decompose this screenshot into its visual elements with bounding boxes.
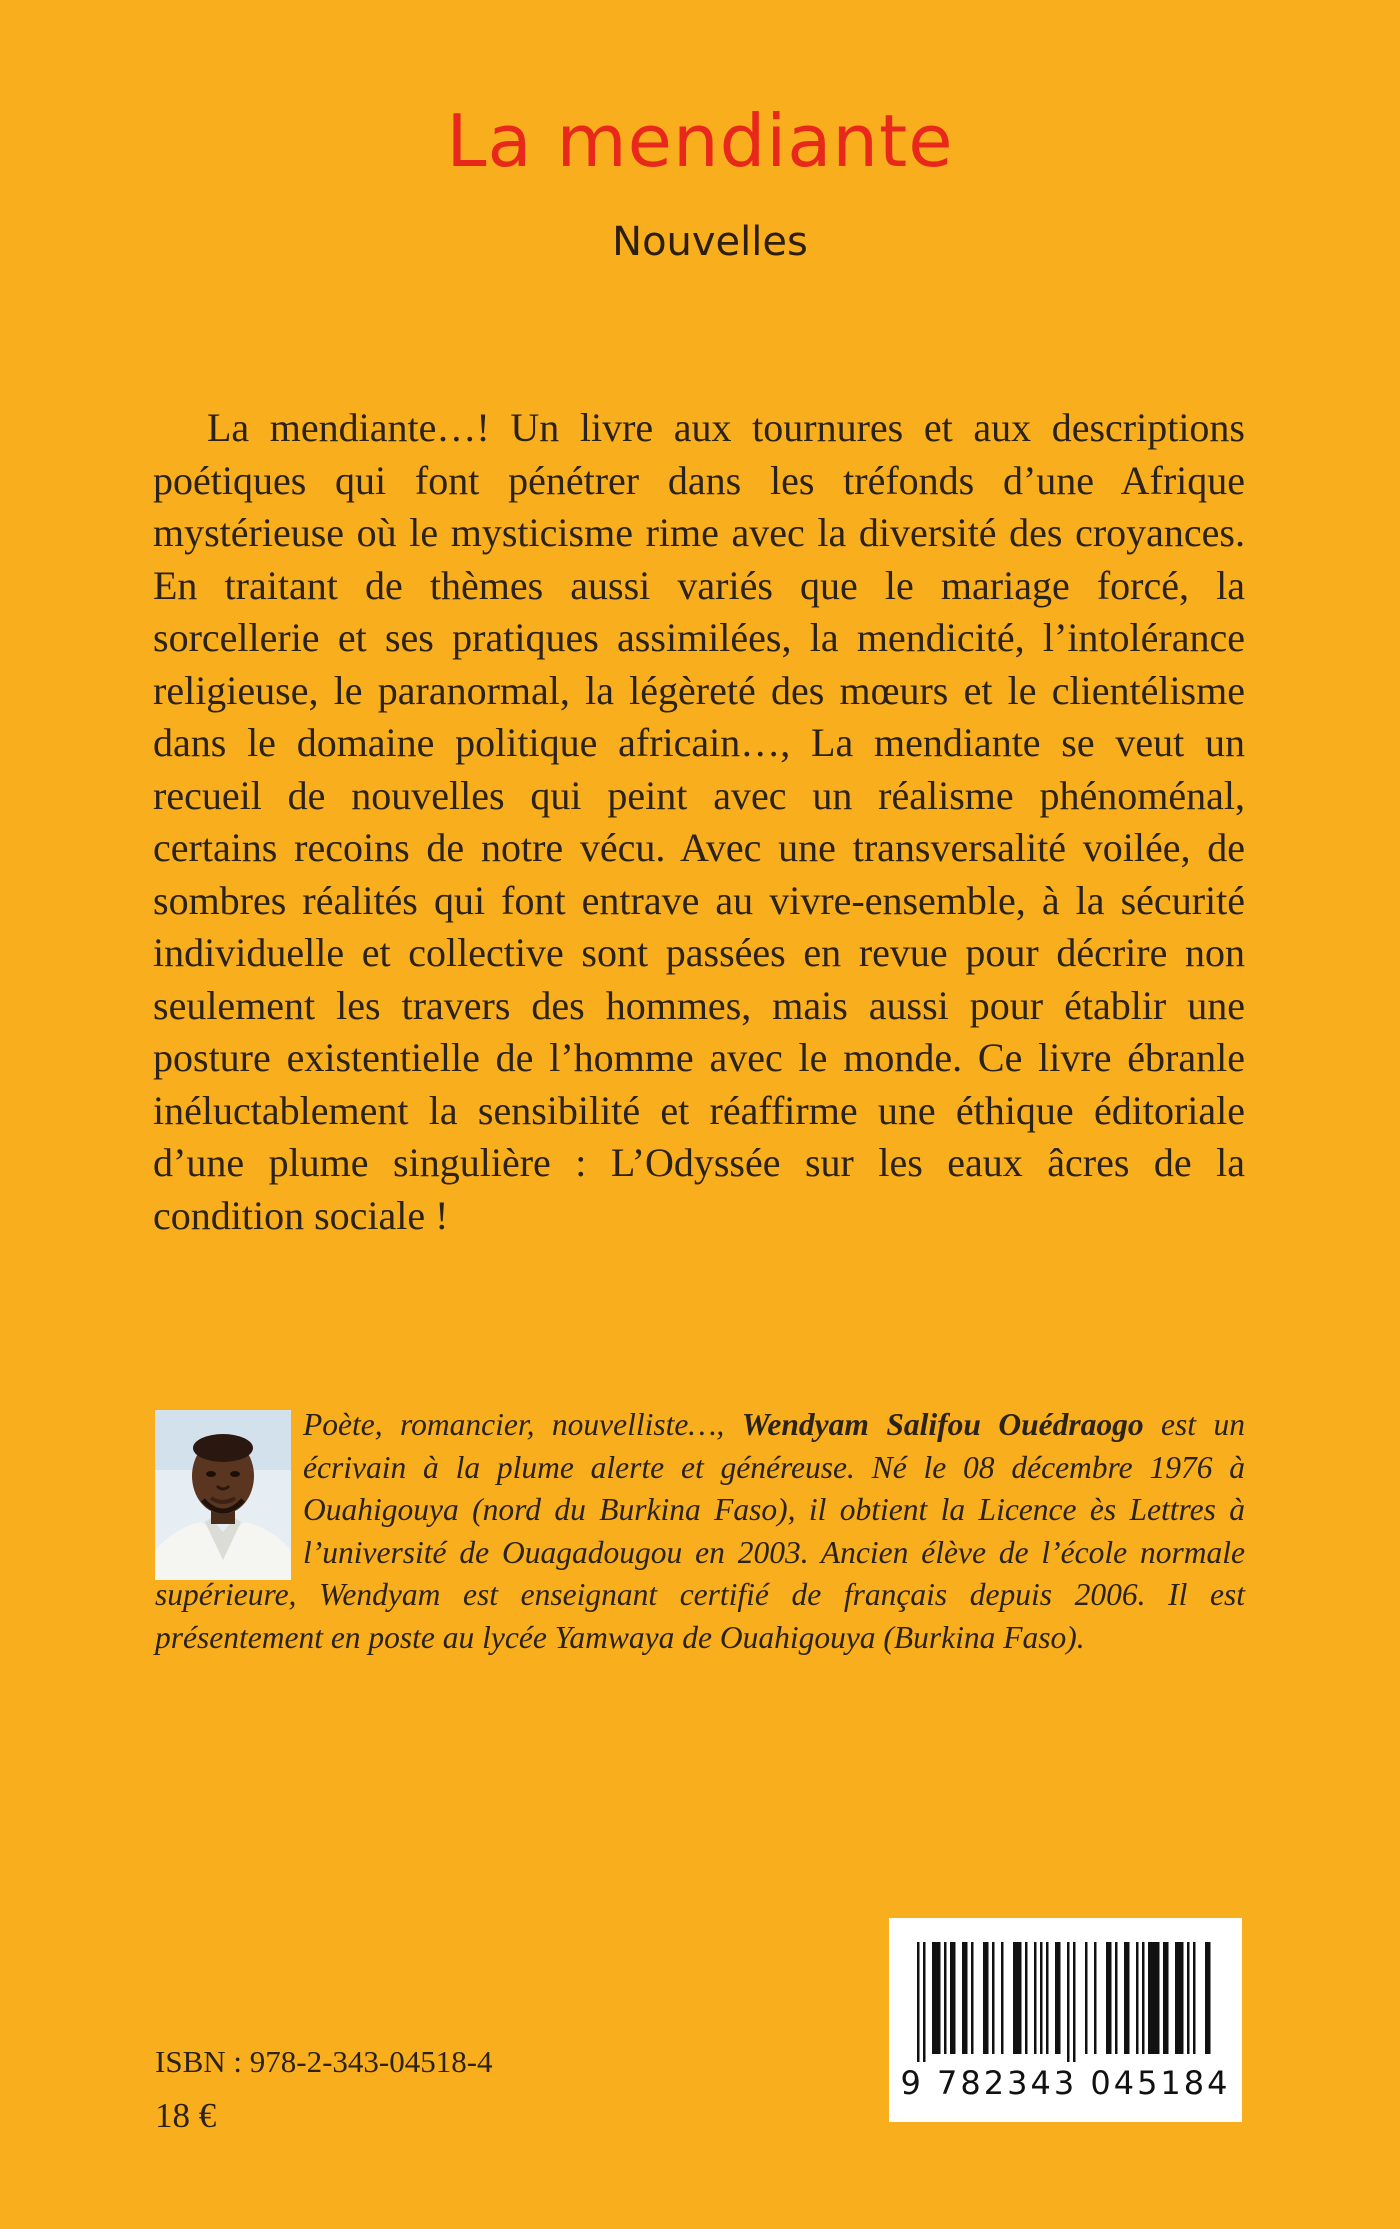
barcode-bar — [1034, 1942, 1037, 2054]
barcode-bar — [1085, 1942, 1088, 2054]
book-subtitle: Nouvelles — [612, 219, 808, 265]
barcode-bar — [944, 1942, 947, 2054]
back-cover-blurb: La mendiante…! Un livre aux tournures et aux descriptions poétiques qui font pénétrer dans les tréfonds d’une Afrique mystérieuse où le mysticisme rime avec la diversité des croyances. En traitant de thèmes aussi variés que le mariage forcé, la sorcellerie et ses pratiques assimilées, la mendicité, l’intolérance religieuse, le paranormal, la légèreté des mœurs et le clientélisme dans le domaine politique africain…, La mendiante se veut un recueil de nouvelles qui peint avec un réalisme phénoménal, certains recoins de notre vécu. Avec une transversalité voilée, de sombres réalités qui font entrave au vivre-ensemble, à la sécurité individuelle et collective sont passées en revue pour décrire non seulement les travers des hommes, mais aussi pour établir une posture existentielle de l’homme avec le monde. Ce livre ébranle inéluctablement la sensibilité et réaffirme une éthique éditoriale d’une plume singulière : L’Odyssée sur les eaux âcres de la condition sociale ! — [153, 405, 1245, 1238]
barcode-bar — [1106, 1942, 1112, 2054]
author-bio-prefix: Poète, romancier, nouvelliste…, — [303, 1407, 742, 1442]
barcode-bar — [932, 1942, 941, 2054]
barcode-bar — [1205, 1942, 1211, 2054]
barcode-bar — [992, 1942, 995, 2054]
book-title: La mendiante — [446, 99, 954, 183]
barcode-bar — [1001, 1942, 1004, 2054]
barcode-bar — [1067, 1942, 1070, 2062]
barcode-bar — [962, 1942, 968, 2054]
barcode-bar — [971, 1942, 974, 2054]
price: 18 € — [155, 2096, 217, 2135]
barcode-bar — [1136, 1942, 1139, 2054]
barcode-bar — [1040, 1942, 1043, 2054]
author-bio-rest: est un écrivain à la plume alerte et généreuse. Né le 08 décembre 1976 à Ouahigouya (nord du Burkina Faso), il obtient la Licence ès Lettres à l’université de Ouagadougou en 2003. Ancien élève de l’école normale supérieure, Wendyam est enseignant certifié de français depuis 2006. Il est présentement en poste au lycée Yamwaya de Ouahigouya (Burkina Faso). — [155, 1407, 1245, 1655]
barcode-bar — [1148, 1942, 1160, 2054]
barcode-bar — [1163, 1942, 1169, 2054]
isbn-barcode — [889, 1918, 1242, 2122]
barcode-bar — [983, 1942, 989, 2054]
barcode-bar — [1124, 1942, 1130, 2054]
barcode-bar — [1073, 1942, 1076, 2062]
barcode-digits: 9 782343 045184 — [900, 2064, 1231, 2102]
barcode-bar — [1013, 1942, 1022, 2054]
barcode-bar — [1094, 1942, 1097, 2054]
barcode-bar — [923, 1942, 926, 2062]
barcode-bar — [1115, 1942, 1118, 2054]
barcode-bar — [1175, 1942, 1184, 2054]
barcode-bar — [917, 1942, 920, 2062]
author-bio — [155, 1404, 1245, 1659]
author-name: Wendyam Salifou Ouédraogo — [741, 1407, 1144, 1442]
barcode-bars — [917, 1942, 1214, 2062]
barcode-bar — [1193, 1942, 1196, 2054]
isbn: ISBN : 978-2-343-04518-4 — [155, 2044, 493, 2079]
barcode-bar — [1187, 1942, 1190, 2054]
barcode-bar — [950, 1942, 956, 2054]
barcode-bar — [1055, 1942, 1061, 2054]
barcode-bar — [1025, 1942, 1028, 2054]
barcode-bar — [1142, 1942, 1145, 2054]
barcode-bar — [1046, 1942, 1049, 2054]
